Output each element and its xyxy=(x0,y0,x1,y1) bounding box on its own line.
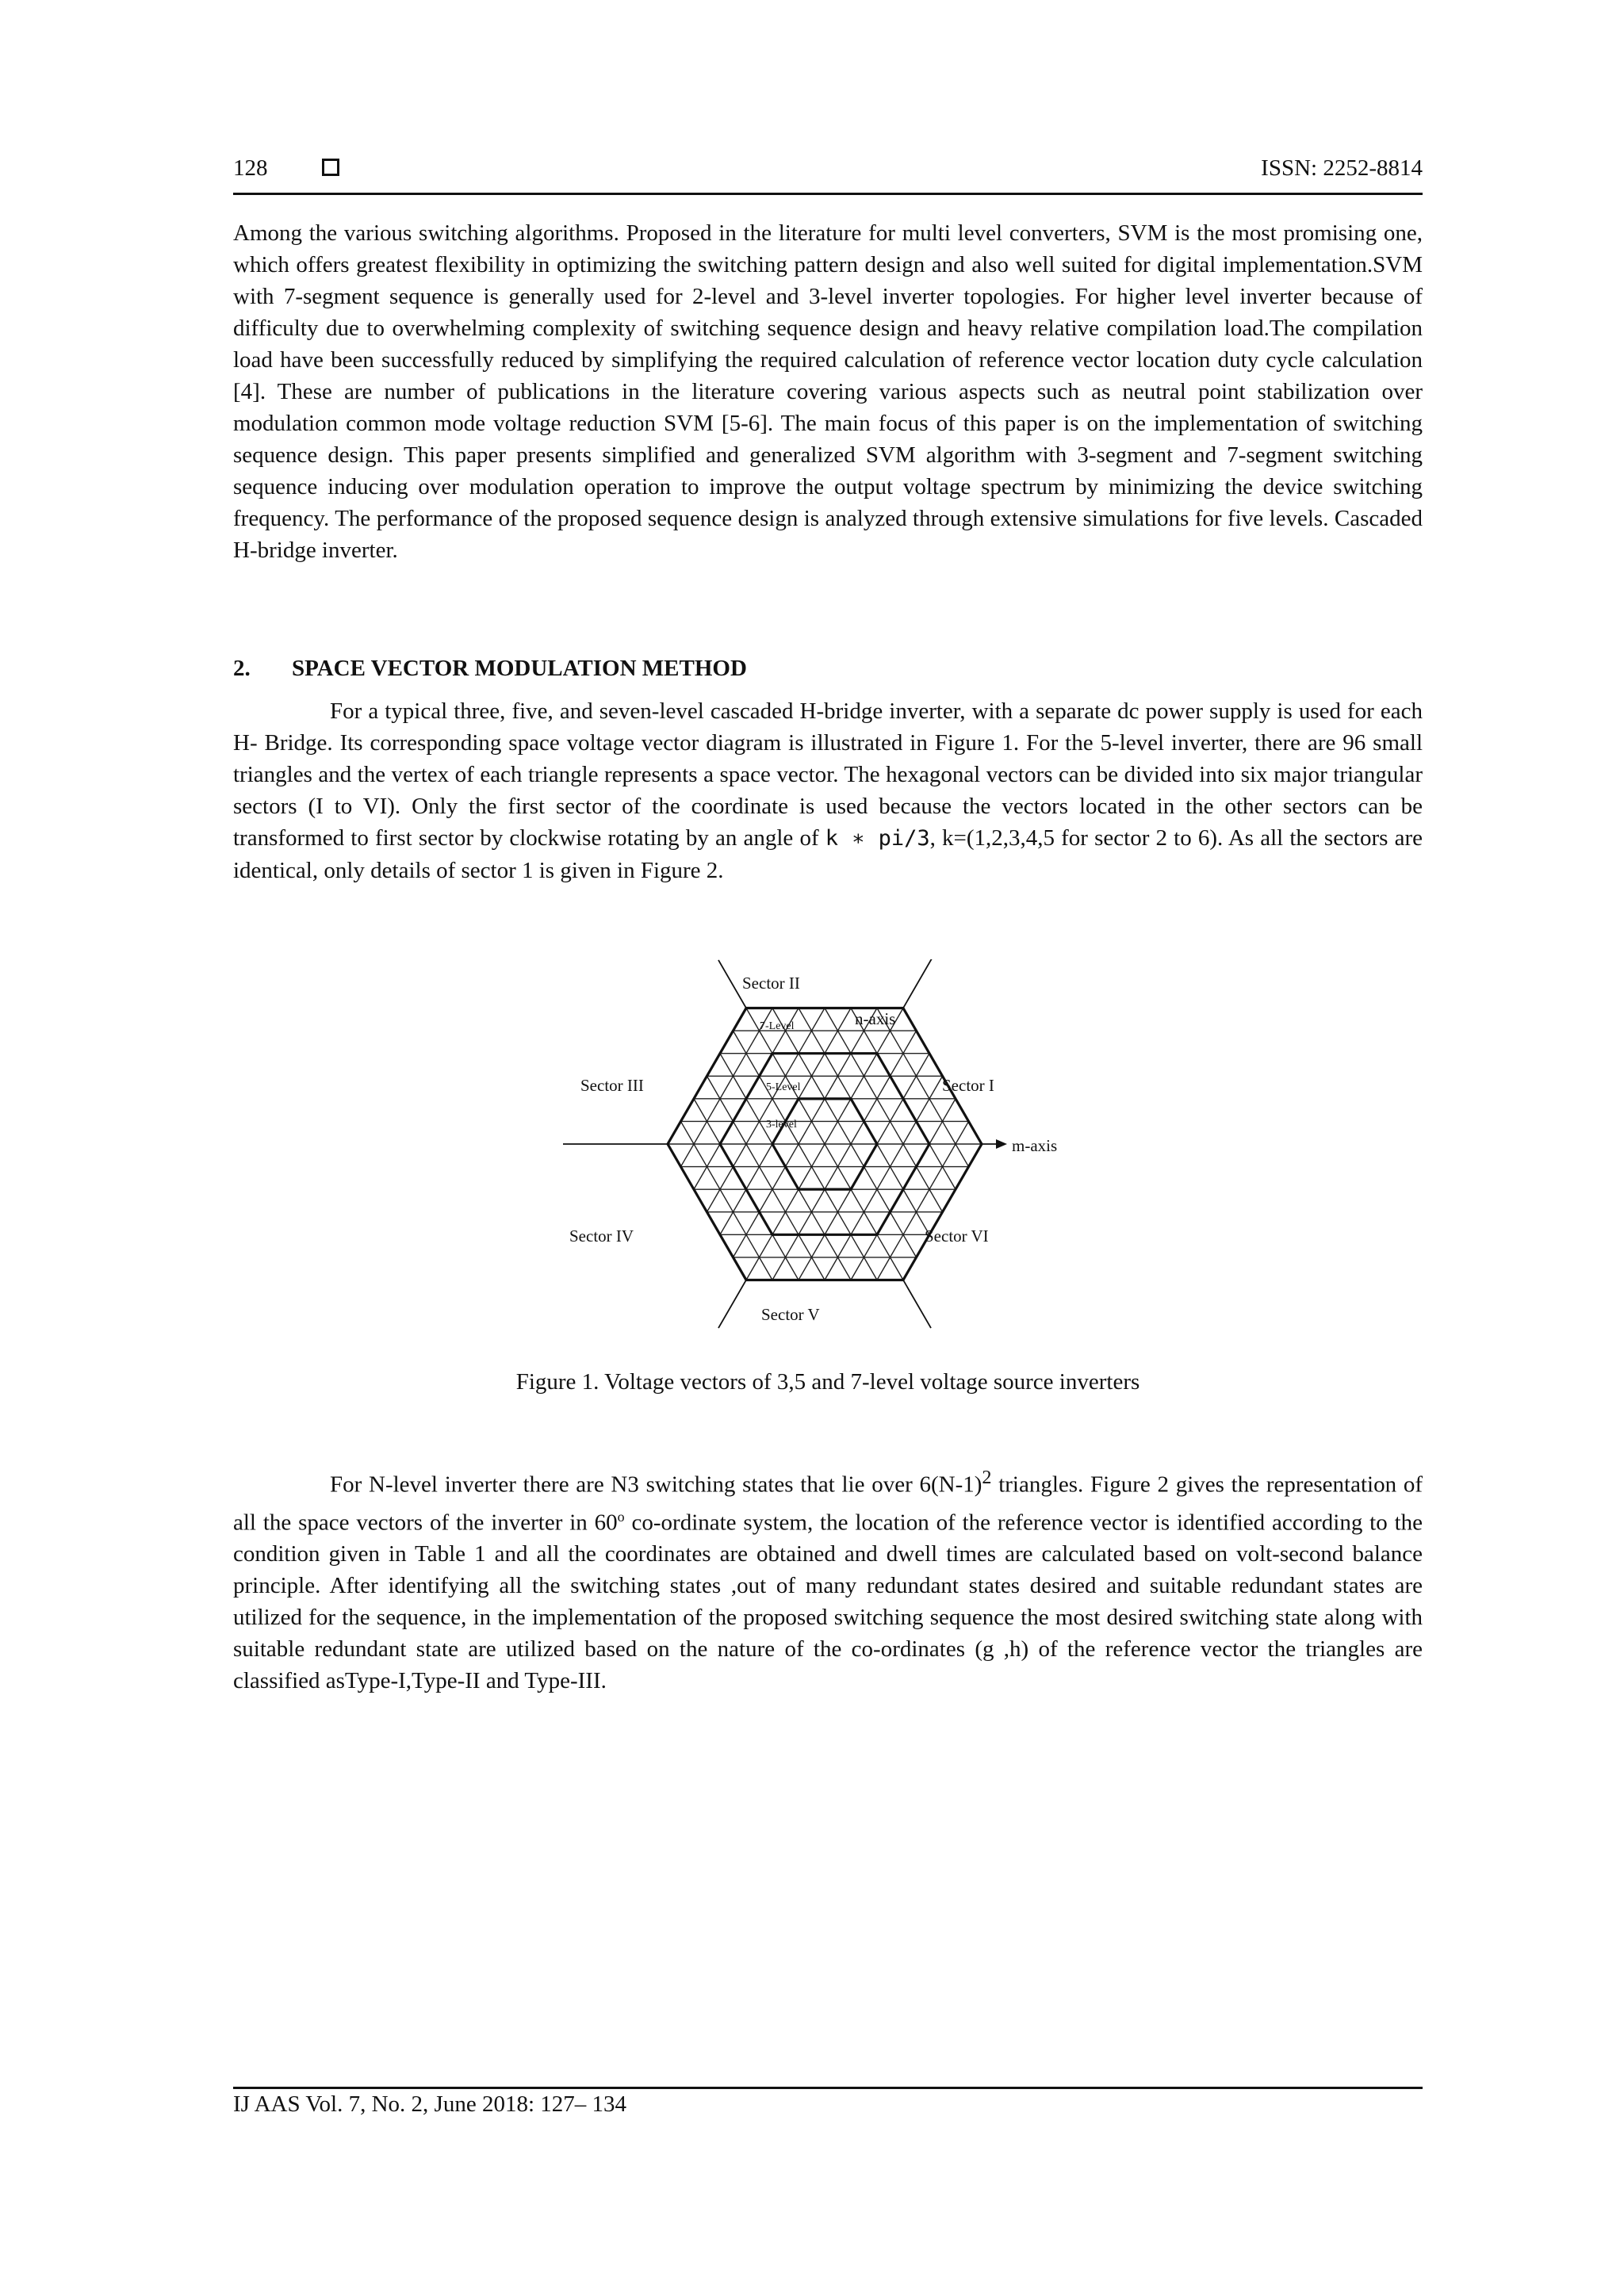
grid-edge xyxy=(877,1257,891,1280)
grid-edge xyxy=(825,1189,838,1212)
m-axis-arrow-icon xyxy=(996,1139,1007,1149)
grid-edge xyxy=(838,1076,852,1099)
grid-edge xyxy=(825,1234,838,1257)
sector-boundary xyxy=(903,959,943,1008)
grid-edge xyxy=(812,1167,825,1190)
grid-edge xyxy=(864,1167,878,1190)
grid-edge xyxy=(877,1121,891,1144)
grid-edge xyxy=(891,1234,904,1257)
grid-edge xyxy=(760,1031,773,1054)
grid-edge xyxy=(812,1144,825,1167)
square-bullet-icon xyxy=(322,159,339,176)
grid-edge xyxy=(799,1189,812,1212)
grid-edge xyxy=(825,1167,838,1190)
grid-edge xyxy=(720,1212,733,1235)
grid-edge xyxy=(838,1189,852,1212)
grid-edge xyxy=(929,1167,943,1190)
grid-edge xyxy=(825,1144,838,1167)
label-sector-2: Sector II xyxy=(742,974,800,993)
label-7-level: 7-Level xyxy=(760,1020,795,1032)
grid-edge xyxy=(733,1054,747,1077)
grid-edge xyxy=(799,1054,812,1077)
grid-edge xyxy=(903,1212,917,1235)
grid-edge xyxy=(917,1054,930,1077)
rotation-formula: k ∗ pi/3 xyxy=(825,826,930,851)
grid-edge xyxy=(799,1121,812,1144)
grid-edge xyxy=(838,1144,852,1167)
grid-edge xyxy=(786,1144,799,1167)
grid-edge xyxy=(903,1234,917,1257)
grid-edge xyxy=(877,1076,891,1099)
grid-edge xyxy=(799,1008,812,1031)
grid-edge xyxy=(760,1144,773,1167)
grid-edge xyxy=(786,1257,799,1280)
grid-edge xyxy=(707,1121,721,1144)
grid-edge xyxy=(929,1076,943,1099)
grid-edge xyxy=(812,1257,825,1280)
grid-edge xyxy=(799,1099,812,1122)
grid-edge xyxy=(825,1076,838,1099)
page-number: 128 xyxy=(233,155,268,181)
grid-edge xyxy=(877,1189,891,1212)
grid-edge xyxy=(864,1099,878,1122)
grid-edge xyxy=(903,1076,917,1099)
grid-edge xyxy=(694,1167,707,1190)
grid-edge xyxy=(929,1189,943,1212)
grid-edge xyxy=(681,1144,695,1167)
grid-edge xyxy=(707,1167,721,1190)
grid-edge xyxy=(929,1144,943,1167)
grid-edge xyxy=(720,1167,733,1190)
grid-edge xyxy=(733,1031,747,1054)
grid-edge xyxy=(877,1234,891,1257)
grid-edge xyxy=(917,1099,930,1122)
svm-text-b: , k=(1,2,3,4,5 for sector 2 to 6). As all the sectors are identical, only details of sector 1 is given in Figure 2. xyxy=(233,825,1423,883)
grid-edge xyxy=(812,1234,825,1257)
superscript-degree: o xyxy=(617,1508,625,1525)
grid-edge xyxy=(772,1234,786,1257)
grid-edge xyxy=(746,1167,760,1190)
grid-edge xyxy=(825,1257,838,1280)
grid-edge xyxy=(903,1144,917,1167)
svm-text-a: For a typical three, five, and seven-level cascaded H-bridge inverter, with a separate dc power supply is used for each H- Bridge. Its corresponding space voltage vector diagram is illustrated in Figure 1. For the 5-level inverter, there are 96 small triangles and the vertex of each triangle represents a space vector. The hexagonal vectors can be divided into six major triangular sectors (I to VI). Only the first sector of the coordinate is used because the vectors located in the other sectors can be transformed to first sector by clockwise rotating by an angle of xyxy=(233,698,1423,851)
grid-edge xyxy=(943,1121,956,1144)
grid-edge xyxy=(812,1121,825,1144)
grid-edge xyxy=(838,1234,852,1257)
grid-edge xyxy=(864,1031,878,1054)
grid-edge xyxy=(746,1234,760,1257)
grid-edge xyxy=(733,1189,747,1212)
grid-edge xyxy=(903,1189,917,1212)
grid-edge xyxy=(812,1008,825,1031)
grid-edge xyxy=(891,1167,904,1190)
grid-edge xyxy=(812,1054,825,1077)
grid-edge xyxy=(746,1121,760,1144)
grid-edge xyxy=(681,1121,695,1144)
grid-edge xyxy=(838,1054,852,1077)
grid-edge xyxy=(838,1099,852,1122)
grid-edge xyxy=(838,1031,852,1054)
section-title: SPACE VECTOR MODULATION METHOD xyxy=(292,656,747,681)
grid-edge xyxy=(864,1076,878,1099)
grid-edge xyxy=(772,1257,786,1280)
grid-edge xyxy=(864,1212,878,1235)
grid-edge xyxy=(733,1234,747,1257)
grid-edge xyxy=(943,1167,956,1190)
grid-edge xyxy=(864,1054,878,1077)
grid-edge xyxy=(877,1167,891,1190)
grid-edge xyxy=(851,1234,864,1257)
grid-edge xyxy=(956,1121,969,1144)
grid-edge xyxy=(877,1099,891,1122)
grid-edge xyxy=(838,1121,852,1144)
grid-edge xyxy=(707,1076,721,1099)
grid-edge xyxy=(799,1212,812,1235)
grid-edge xyxy=(733,1144,747,1167)
grid-edge xyxy=(851,1121,864,1144)
grid-edge xyxy=(772,1212,786,1235)
grid-edge xyxy=(877,1144,891,1167)
grid-edge xyxy=(851,1144,864,1167)
grid-edge xyxy=(929,1121,943,1144)
grid-edge xyxy=(825,1008,838,1031)
grid-edge xyxy=(851,1031,864,1054)
section-heading xyxy=(233,656,747,682)
grid-edge xyxy=(877,1031,891,1054)
grid-edge xyxy=(733,1212,747,1235)
grid-edge xyxy=(943,1099,956,1122)
grid-edge xyxy=(799,1144,812,1167)
grid-edge xyxy=(891,1212,904,1235)
section-number: 2. xyxy=(233,656,251,681)
grid-edge xyxy=(851,1257,864,1280)
grid-edge xyxy=(825,1099,838,1122)
grid-edge xyxy=(812,1031,825,1054)
grid-edge xyxy=(746,1054,760,1077)
grid-edge xyxy=(903,1031,917,1054)
grid-edge xyxy=(694,1099,707,1122)
grid-edge xyxy=(746,1257,760,1280)
grid-edge xyxy=(917,1167,930,1190)
grid-edge xyxy=(825,1054,838,1077)
grid-edge xyxy=(799,1031,812,1054)
grid-edge xyxy=(786,1054,799,1077)
grid-edge xyxy=(838,1212,852,1235)
grid-edge xyxy=(838,1167,852,1190)
grid-edge xyxy=(851,1076,864,1099)
nlevel-text-b: triangles. Figure 2 gives the representation of all the space vectors of the inverter in 60 xyxy=(233,1471,1423,1536)
label-n-axis: n-axis xyxy=(855,1009,896,1028)
grid-edge xyxy=(917,1076,930,1099)
grid-edge xyxy=(799,1257,812,1280)
grid-edge xyxy=(786,1212,799,1235)
sector-boundary xyxy=(718,1280,746,1328)
grid-edge xyxy=(929,1099,943,1122)
grid-edge xyxy=(733,1076,747,1099)
grid-edge xyxy=(838,1008,852,1031)
grid-edge xyxy=(851,1189,864,1212)
grid-edge xyxy=(812,1212,825,1235)
grid-edge xyxy=(891,1031,904,1054)
grid-edge xyxy=(746,1212,760,1235)
grid-edge xyxy=(891,1144,904,1167)
grid-edge xyxy=(812,1076,825,1099)
grid-edge xyxy=(746,1144,760,1167)
grid-edge xyxy=(786,1234,799,1257)
superscript-2: 2 xyxy=(982,1467,992,1488)
space-vector-diagram xyxy=(555,959,1094,1356)
label-sector-1: Sector I xyxy=(942,1076,994,1095)
grid-edge xyxy=(891,1257,904,1280)
grid-edge xyxy=(772,1031,786,1054)
svm-paragraph xyxy=(233,695,1423,886)
grid-edge xyxy=(799,1167,812,1190)
label-sector-3: Sector III xyxy=(580,1076,644,1095)
grid-edge xyxy=(720,1189,733,1212)
grid-edge xyxy=(760,1189,773,1212)
grid-edge xyxy=(786,1031,799,1054)
figure-caption: Figure 1. Voltage vectors of 3,5 and 7-level voltage source inverters xyxy=(515,1369,1140,1395)
grid-edge xyxy=(786,1189,799,1212)
footer-citation: IJ AAS Vol. 7, No. 2, June 2018: 127– 134 xyxy=(233,2091,627,2117)
sector-boundary xyxy=(903,1280,931,1328)
grid-edge xyxy=(891,1099,904,1122)
grid-edge xyxy=(772,1189,786,1212)
grid-edge xyxy=(772,1167,786,1190)
grid-edge xyxy=(864,1257,878,1280)
grid-edge xyxy=(812,1189,825,1212)
intro-paragraph: Among the various switching algorithms. Proposed in the literature for multi level converters, SVM is the most promising one, which offers greatest flexibility in optimizing the switching pattern design and also well suited for digital implementation.SVM with 7-segment sequence is generally used for 2-level and 3-level inverter topologies. For higher level inverter because of difficulty due to overwhelming complexity of switching sequence design and heavy relative compilation load.The compilation load have been successfully reduced by simplifying the required calculation of reference vector location duty cycle calculation [4]. These are number of publications in the literature covering various aspects such as neutral point stabilization over modulation common mode voltage reduction SVM [5-6]. The main focus of this paper is on the implementation of switching sequence design. This paper presents simplified and generalized SVM algorithm with 3-segment and 7-segment switching sequence inducing over modulation operation to improve the output voltage spectrum by minimizing the device switching frequency. The performance of the proposed sequence design is analyzed through extensive simulations for five levels. Cascaded H-bridge inverter. xyxy=(233,220,1423,563)
grid-edge xyxy=(917,1189,930,1212)
grid-edge xyxy=(812,1099,825,1122)
grid-edge xyxy=(838,1257,852,1280)
grid-edge xyxy=(943,1144,956,1167)
grid-edge xyxy=(760,1234,773,1257)
grid-edge xyxy=(707,1144,721,1167)
grid-edge xyxy=(903,1054,917,1077)
grid-edge xyxy=(733,1121,747,1144)
grid-edge xyxy=(864,1234,878,1257)
grid-edge xyxy=(772,1054,786,1077)
grid-edge xyxy=(707,1099,721,1122)
grid-edge xyxy=(825,1031,838,1054)
grid-edge xyxy=(956,1144,969,1167)
grid-edge xyxy=(864,1189,878,1212)
grid-edge xyxy=(760,1257,773,1280)
nlevel-text-a: For N-level inverter there are N3 switching states that lie over 6(N-1) xyxy=(330,1471,982,1498)
issn: ISSN: 2252-8814 xyxy=(1261,155,1423,181)
header-rule xyxy=(233,193,1423,195)
grid-edge xyxy=(825,1212,838,1235)
label-sector-6: Sector VI xyxy=(925,1226,989,1246)
label-3-level: 3-level xyxy=(766,1119,797,1131)
label-m-axis: m-axis xyxy=(1012,1136,1058,1155)
grid-edge xyxy=(760,1167,773,1190)
n-level-paragraph xyxy=(233,1462,1423,1697)
grid-edge xyxy=(851,1054,864,1077)
grid-edge xyxy=(799,1234,812,1257)
grid-edge xyxy=(891,1121,904,1144)
grid-edge xyxy=(746,1008,760,1031)
grid-edge xyxy=(694,1144,707,1167)
label-sector-4: Sector IV xyxy=(569,1226,634,1246)
grid-edge xyxy=(707,1189,721,1212)
grid-edge xyxy=(746,1099,760,1122)
footer-rule xyxy=(233,2087,1423,2089)
label-5-level: 5-Level xyxy=(766,1081,801,1093)
grid-edge xyxy=(720,1099,733,1122)
grid-edge xyxy=(903,1121,917,1144)
grid-edge xyxy=(746,1031,760,1054)
grid-edge xyxy=(720,1054,733,1077)
grid-edge xyxy=(694,1121,707,1144)
label-sector-5: Sector V xyxy=(761,1305,820,1324)
nlevel-text-c: co-ordinate system, the location of the reference vector is identified according to the condition given in Table 1 and all the coordinates are obtained and dwell times are calculated based on volt-second balance principle. After identifying all the switching states ,out of many redundant states desired and suitable redundant states are utilized for the sequence, in the implementation of the proposed switching sequence the most desired switching state along with suitable redundant state are utilized based on the nature of the co-ordinates (g ,h) of the reference vector the triangles are classified asType-I,Type-II and Type-III. xyxy=(233,1510,1423,1694)
grid-edge xyxy=(851,1212,864,1235)
figure-1 xyxy=(555,959,1094,1356)
grid-edge xyxy=(891,1054,904,1077)
grid-edge xyxy=(825,1121,838,1144)
grid-edge xyxy=(720,1076,733,1099)
